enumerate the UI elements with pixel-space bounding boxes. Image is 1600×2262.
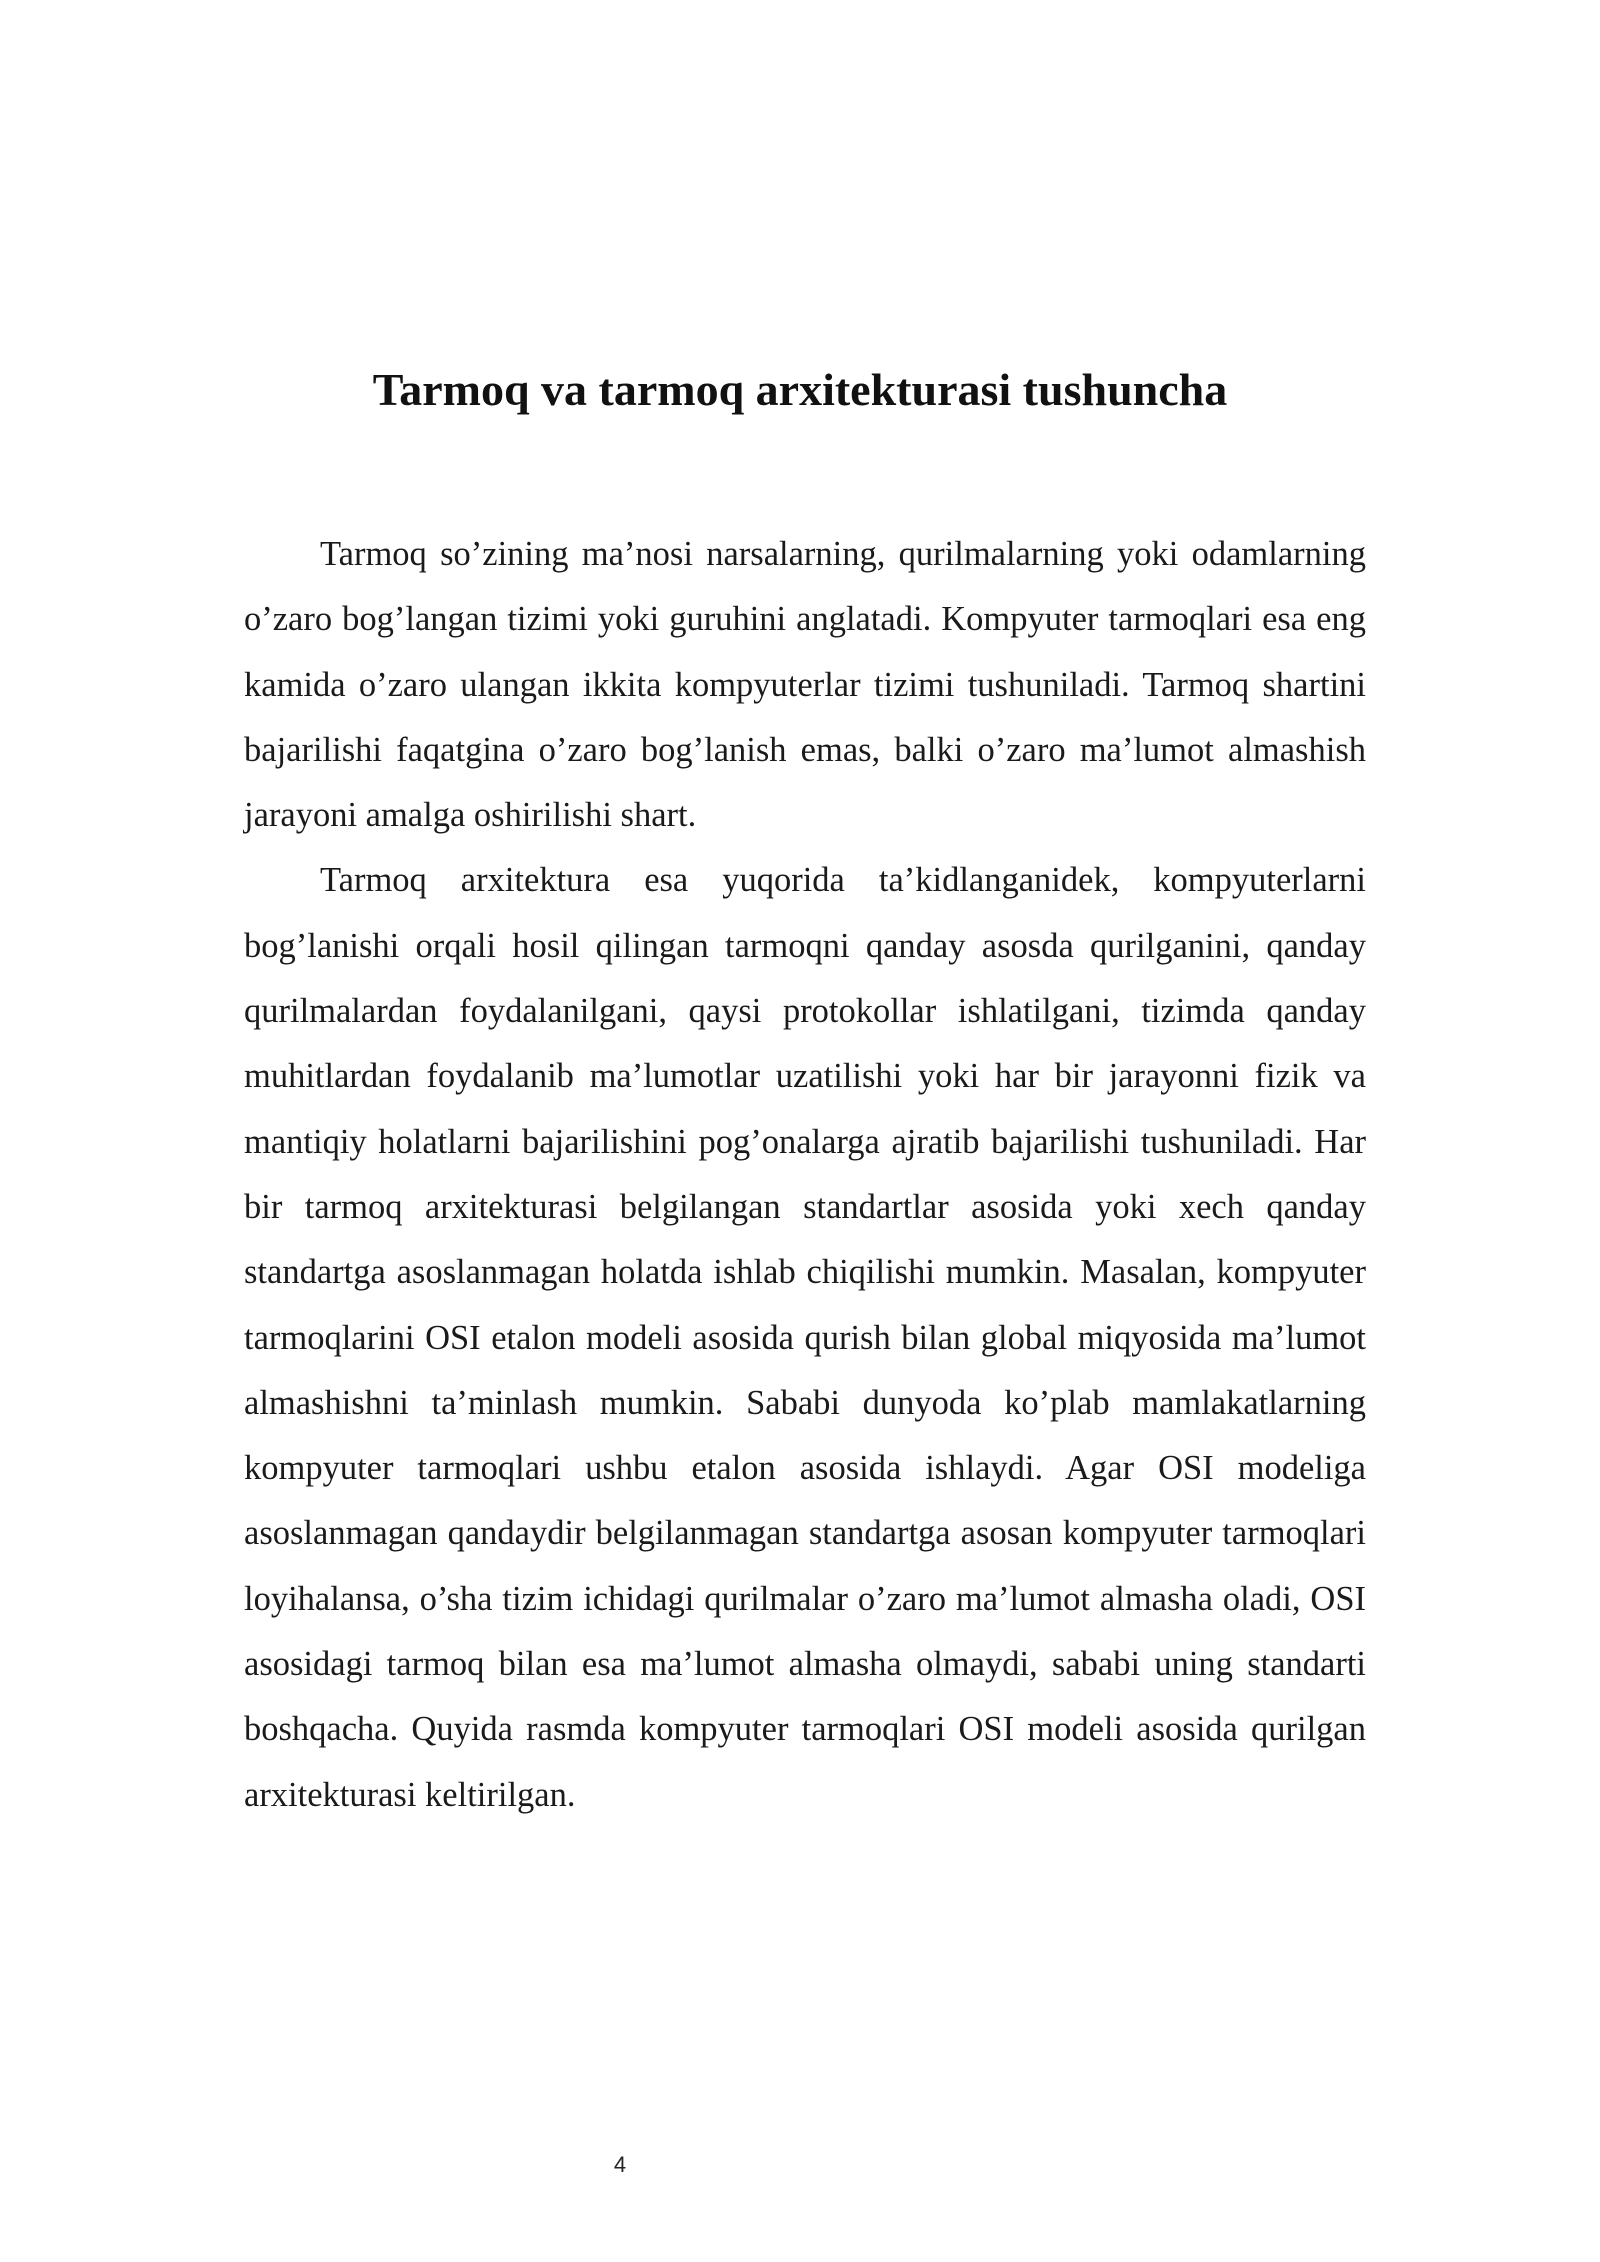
page-title: Tarmoq va tarmoq arxitekturasi tushuncha (372, 364, 1228, 415)
paragraph-network-definition: Tarmoq so’zining ma’nosi narsalarning, qurilmalarning yoki odamlarning o’zaro bog’langan tizimi yoki guruhini anglatadi. Kompyuter tarmoqlari esa eng kamida o’zaro ulangan ikkita kompyuterlar tizimi tushuniladi. Tarmoq shartini bajarilishi faqatgina o’zaro bog’lanish emas, balki o’zaro ma’lumot almashish jarayoni amalga oshirilishi shart. (244, 535, 1366, 835)
body-text (244, 522, 1366, 1828)
paragraph-network-architecture: Tarmoq arxitektura esa yuqorida ta’kidlanganidek, kompyuterlarni bog’lanishi orqali hosil qilingan tarmoqni qanday asosda qurilganini, qanday qurilmalardan foydalanilgani, qaysi protokollar ishlatilgani, tizimda qanday muhitlardan foydalanib ma’lumotlar uzatilishi yoki har bir jarayonni fizik va mantiqiy holatlarni bajarilishini pog’onalarga ajratib bajarilishi tushuniladi. Har bir tarmoq arxitekturasi belgilangan standartlar asosida yoki xech qanday standartga asoslanmagan holatda ishlab chiqilishi mumkin. Masalan, kompyuter tarmoqlarini OSI etalon modeli asosida qurish bilan global miqyosida ma’lumot almashishni ta’minlash mumkin. Sababi dunyoda ko’plab mamlakatlarning kompyuter tarmoqlari ushbu etalon asosida ishlaydi. Agar OSI modeliga asoslanmagan qandaydir belgilanmagan standartga asosan kompyuter tarmoqlari loyihalansa, o’sha tizim ichidagi qurilmalar o’zaro ma’lumot almasha oladi, OSI asosidagi tarmoq bilan esa ma’lumot almasha olmaydi, sababi uning standarti boshqacha. Quyida rasmda kompyuter tarmoqlari OSI modeli asosida qurilgan arxitekturasi keltirilgan. (244, 861, 1366, 1814)
page-number: 4 (613, 2152, 627, 2177)
